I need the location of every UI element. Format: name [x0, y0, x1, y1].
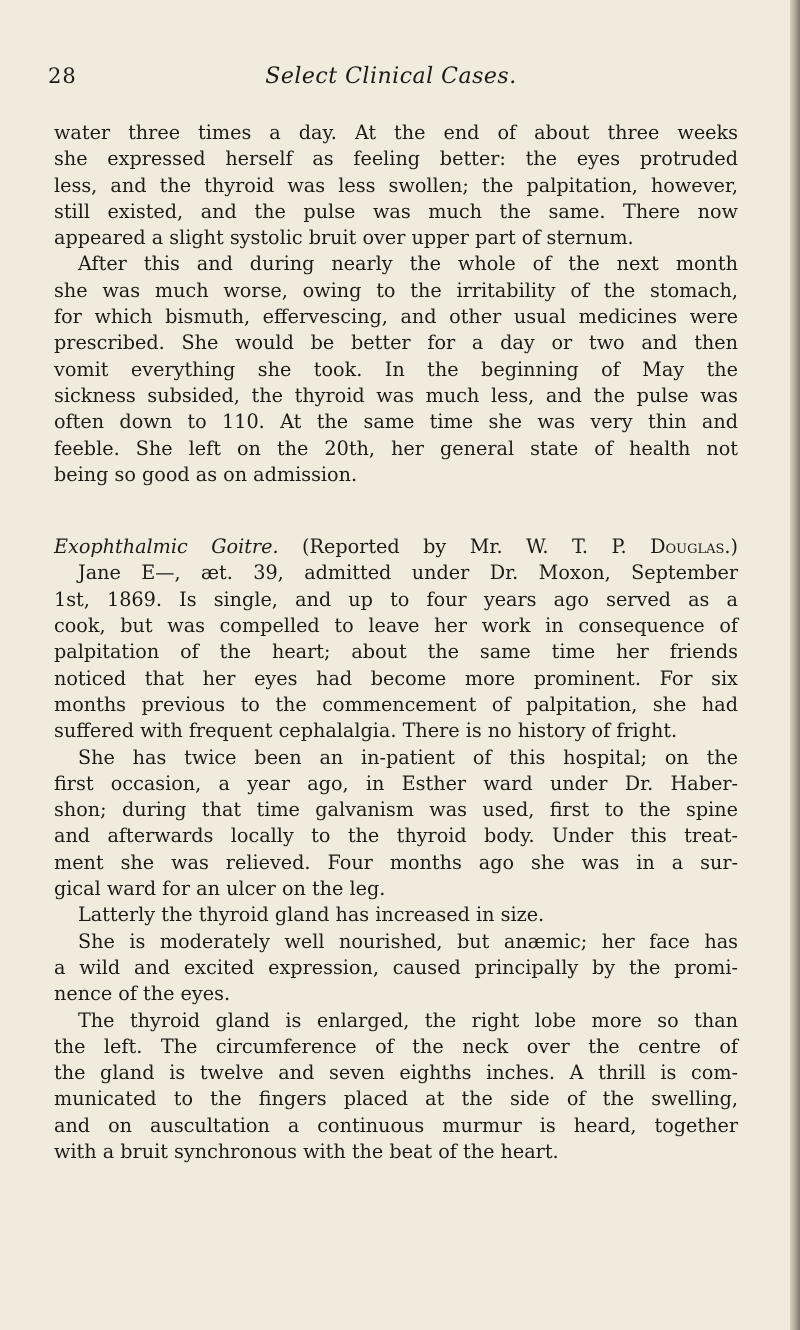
text-line: appeared a slight systolic bruit over upper part of sternum. [54, 226, 634, 250]
page-header [48, 64, 734, 94]
paragraph [54, 251, 738, 488]
text-line: and afterwards locally to the thyroid body. Under this treat- [54, 824, 738, 848]
text-line: noticed that her eyes had become more prominent. For six [54, 666, 738, 690]
paragraph [54, 120, 738, 251]
case-heading [54, 534, 738, 560]
text-line: cook, but was compelled to leave her work in consequence of [54, 614, 738, 638]
text-line: she expressed herself as feeling better: the eyes protruded [54, 147, 738, 171]
text-line: nence of the eyes. [54, 982, 231, 1006]
paragraph [54, 745, 738, 903]
text-line: being so good as on admission. [54, 462, 358, 486]
text-line: After this and during nearly the whole of the next month [78, 252, 738, 276]
text-line: She is moderately well nourished, but anæmic; her face has [78, 929, 738, 953]
case-heading-line [54, 534, 738, 560]
text-line: months previous to the commencement of palpitation, she had [54, 692, 738, 716]
running-head: Select Clinical Cases. [265, 64, 517, 89]
text-line: often down to 110. At the same time she was very thin and [54, 410, 738, 434]
text-line: water three times a day. At the end of about three weeks [54, 121, 738, 144]
paragraph [54, 1008, 738, 1166]
text-line: Jane E—, æt. 39, admitted under Dr. Moxon, September [78, 561, 738, 585]
text-line: shon; during that time galvanism was used, first to the spine [54, 798, 738, 822]
page-number: 28 [48, 64, 77, 88]
text-line: Latterly the thyroid gland has increased in size. [78, 903, 545, 927]
text-line: suffered with frequent cephalalgia. There is no history of fright. [54, 719, 678, 743]
text-line: vomit everything she took. In the beginning of May the [54, 357, 738, 381]
reporter-suffix: .) [724, 535, 738, 559]
reporter-name: Douglas [650, 535, 725, 559]
paragraph [54, 902, 738, 928]
text-line: with a bruit synchronous with the beat of the heart. [54, 1139, 559, 1163]
text-line: she was much worse, owing to the irritability of the stomach, [54, 278, 738, 302]
text-line: 1st, 1869. Is single, and up to four years ago served as a [54, 587, 738, 611]
text-line: first occasion, a year ago, in Esther ward under Dr. Haber- [54, 771, 738, 795]
text-line: The thyroid gland is enlarged, the right lobe more so than [78, 1008, 738, 1032]
text-line: municated to the fingers placed at the side of the swelling, [54, 1087, 738, 1111]
paragraph [54, 929, 738, 1008]
text-line: ment she was relieved. Four months ago she was in a sur- [54, 850, 738, 874]
text-line: and on auscultation a continuous murmur is heard, together [54, 1113, 738, 1137]
case-title: Exophthalmic Goitre. [54, 535, 279, 559]
text-line: sickness subsided, the thyroid was much less, and the pulse was [54, 383, 738, 407]
section-gap [54, 488, 738, 534]
page-edge [790, 0, 800, 1330]
text-line: prescribed. She would be better for a day or two and then [54, 331, 738, 355]
text-line: still existed, and the pulse was much the same. There now [54, 199, 738, 223]
text-line: gical ward for an ulcer on the leg. [54, 877, 386, 901]
text-line: for which bismuth, effervescing, and other usual medicines were [54, 305, 738, 329]
text-line: the left. The circumference of the neck over the centre of [54, 1034, 738, 1058]
reporter-prefix: (Reported by Mr. W. T. P. [302, 535, 651, 559]
text-line: less, and the thyroid was less swollen; the palpitation, however, [54, 173, 738, 197]
page-body [54, 120, 738, 1165]
text-line: feeble. She left on the 20th, her general state of health not [54, 436, 738, 460]
text-line: She has twice been an in-patient of this hospital; on the [78, 745, 738, 769]
text-line: palpitation of the heart; about the same time her friends [54, 640, 738, 664]
text-line: a wild and excited expression, caused principally by the promi- [54, 955, 738, 979]
paragraph [54, 560, 738, 744]
text-line: the gland is twelve and seven eighths inches. A thrill is com- [54, 1061, 738, 1085]
